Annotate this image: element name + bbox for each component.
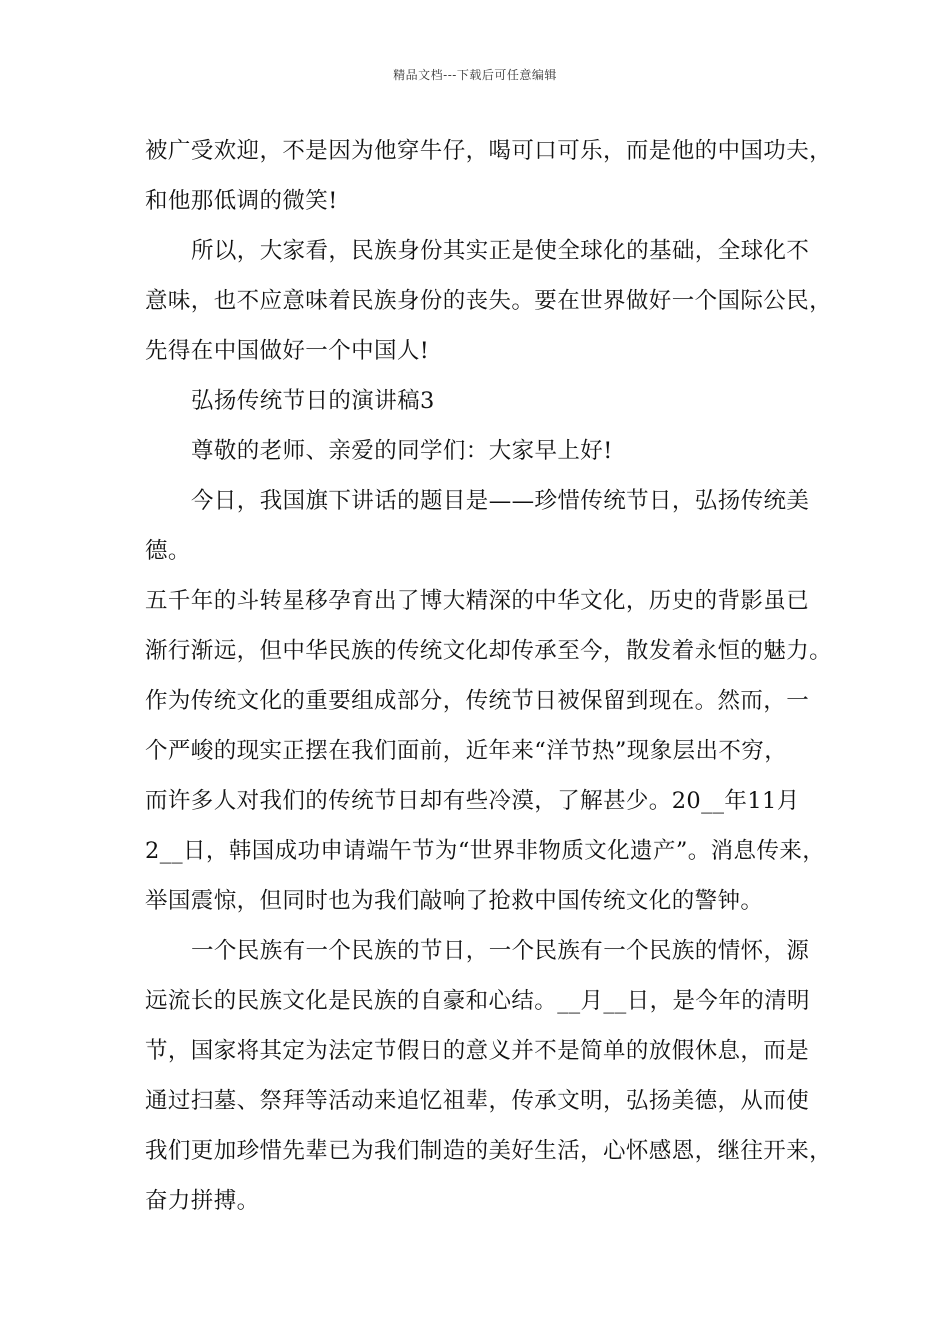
- section-title: 弘扬传统节日的演讲稿3: [191, 388, 435, 414]
- body-line: 而许多人对我们的传统节日却有些冷漠，了解甚少。20__年11月: [145, 788, 800, 814]
- body-line: 节，国家将其定为法定节假日的意义并不是简单的放假休息，而是: [145, 1038, 810, 1064]
- body-line: 个严峻的现实正摆在我们面前，近年来“洋节热”现象层出不穷，: [145, 738, 788, 764]
- body-line: 被广受欢迎，不是因为他穿牛仔，喝可口可乐，而是他的中国功夫，: [145, 138, 833, 164]
- body-line: 所以，大家看，民族身份其实正是使全球化的基础，全球化不: [191, 238, 810, 264]
- body-line: 意味，也不应意味着民族身份的丧失。要在世界做好一个国际公民，: [145, 288, 833, 314]
- body-line: 渐行渐远，但中华民族的传统文化却传承至今，散发着永恒的魅力。: [145, 638, 833, 664]
- body-line: 作为传统文化的重要组成部分，传统节日被保留到现在。然而，一: [145, 688, 810, 714]
- body-line: 先得在中国做好一个中国人!: [145, 338, 430, 364]
- body-line: 奋力拼搏。: [145, 1188, 260, 1214]
- body-line: 远流长的民族文化是民族的自豪和心结。__月__日，是今年的清明: [145, 988, 810, 1014]
- body-line: 我们更加珍惜先辈已为我们制造的美好生活，心怀感恩，继往开来，: [145, 1138, 833, 1164]
- body-line: 和他那低调的微笑!: [145, 188, 338, 214]
- body-line: 尊敬的老师、亲爱的同学们：大家早上好!: [191, 438, 613, 464]
- body-line: 五千年的斗转星移孕育出了博大精深的中华文化，历史的背影虽已: [145, 588, 810, 614]
- body-line: 2__日，韩国成功申请端午节为“世界非物质文化遗产”。消息传来，: [145, 838, 826, 864]
- body-line: 举国震惊，但同时也为我们敲响了抢救中国传统文化的警钟。: [145, 888, 764, 914]
- body-line: 今日，我国旗下讲话的题目是——珍惜传统节日，弘扬传统美: [191, 488, 810, 514]
- body-line: 通过扫墓、祭拜等活动来追忆祖辈，传承文明，弘扬美德，从而使: [145, 1088, 810, 1114]
- body-line: 一个民族有一个民族的节日，一个民族有一个民族的情怀，源: [191, 938, 810, 964]
- page-header: 精品文档---下载后可任意编辑: [393, 68, 557, 82]
- body-line: 德。: [145, 538, 191, 564]
